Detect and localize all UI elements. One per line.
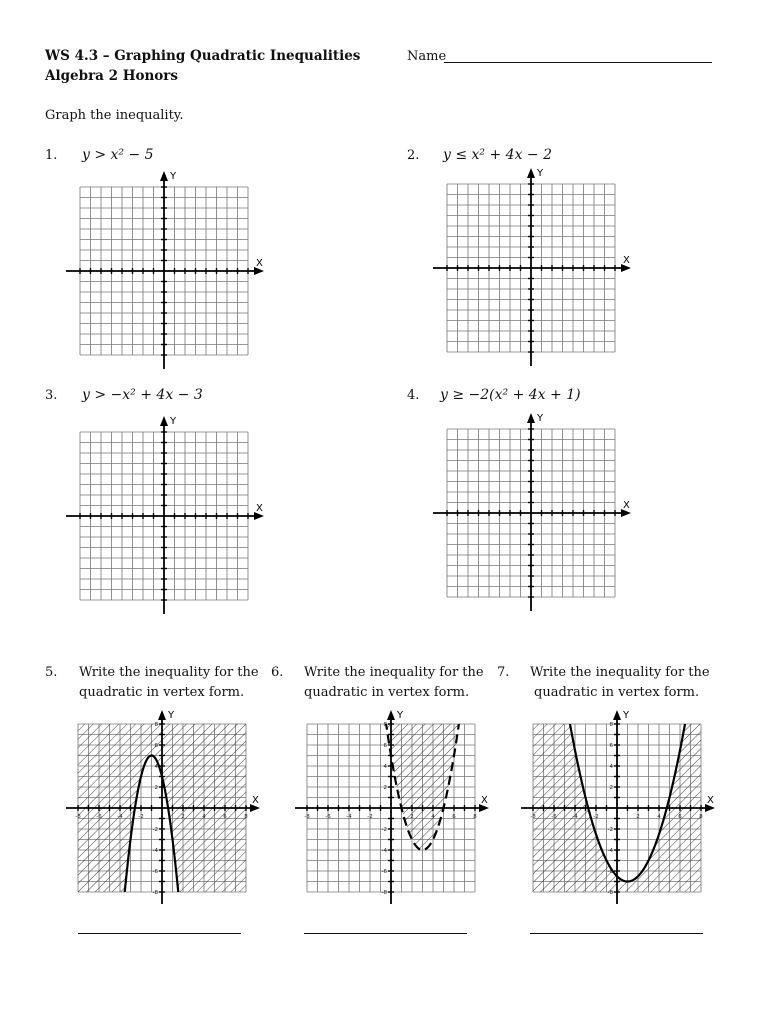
- x-tick-label: -4: [346, 814, 352, 820]
- y-tick-label: 8: [609, 722, 613, 728]
- y-axis-label: Y: [397, 710, 404, 721]
- x-tick-label: -2: [593, 814, 599, 820]
- x-tick-label: -6: [551, 814, 557, 820]
- graph-grid-3[interactable]: [62, 415, 267, 620]
- axes: [433, 413, 631, 611]
- answer-line-5[interactable]: [78, 933, 241, 934]
- course-subtitle: Algebra 2 Honors: [45, 68, 179, 84]
- x-tick-label: 6: [452, 814, 456, 820]
- x-tick-label: -6: [96, 814, 102, 820]
- x-tick-label: 2: [181, 814, 185, 820]
- x-tick-label: 2: [410, 814, 414, 820]
- y-axis-arrow-icon: [387, 710, 395, 720]
- axes: [66, 416, 264, 614]
- x-axis-label: X: [252, 795, 259, 806]
- x-tick-label: 4: [431, 814, 435, 820]
- y-tick-label: 2: [154, 785, 158, 791]
- problem-2-inequality: y ≤ x² + 4x − 2: [443, 147, 553, 163]
- y-tick-label: 2: [609, 785, 613, 791]
- parabola-graph-6: [292, 704, 497, 914]
- x-tick-label: -2: [138, 814, 144, 820]
- x-tick-label: 8: [699, 814, 703, 820]
- y-axis-label: Y: [537, 168, 544, 179]
- graph-grid-1[interactable]: [62, 170, 267, 375]
- axes: [66, 171, 264, 369]
- x-tick-label: 4: [202, 814, 206, 820]
- y-tick-label: 4: [609, 764, 613, 770]
- x-tick-label: -6: [325, 814, 331, 820]
- problem-1-number: 1.: [45, 148, 58, 163]
- y-tick-label: 6: [154, 743, 158, 749]
- y-axis-arrow-icon: [158, 710, 166, 720]
- y-axis-label: Y: [537, 413, 544, 424]
- x-tick-label: 8: [473, 814, 477, 820]
- y-tick-label: -6: [381, 869, 387, 875]
- y-tick-label: 4: [154, 764, 158, 770]
- problem-3-inequality: y > −x² + 4x − 3: [82, 387, 203, 403]
- name-field[interactable]: [444, 62, 712, 63]
- y-tick-label: 8: [154, 722, 158, 728]
- x-axis-label: X: [256, 503, 263, 514]
- problem-6-prompt-line2: quadratic in vertex form.: [304, 685, 470, 700]
- y-axis-label: Y: [170, 171, 177, 182]
- y-tick-label: -4: [607, 848, 613, 854]
- problem-2-number: 2.: [407, 148, 420, 163]
- x-axis-label: X: [707, 795, 714, 806]
- problem-3-number: 3.: [45, 388, 58, 403]
- y-tick-label: -2: [607, 827, 613, 833]
- instruction-text: Graph the inequality.: [45, 108, 184, 123]
- y-tick-label: -4: [152, 848, 158, 854]
- answer-line-6[interactable]: [304, 933, 467, 934]
- problem-4-inequality: y ≥ −2(x² + 4x + 1): [440, 387, 581, 403]
- problem-5-prompt-line2: quadratic in vertex form.: [79, 685, 245, 700]
- y-tick-label: -2: [381, 827, 387, 833]
- y-axis-arrow-icon: [160, 171, 168, 181]
- y-tick-label: -4: [381, 848, 387, 854]
- x-axis-label: X: [623, 255, 630, 266]
- name-label: Name: [407, 49, 447, 64]
- y-tick-label: 6: [383, 743, 387, 749]
- problem-1-inequality: y > x² − 5: [82, 147, 154, 163]
- parabola-graph-7: [516, 704, 721, 914]
- problem-6-prompt-line1: Write the inequality for the: [304, 665, 484, 680]
- y-tick-label: -8: [381, 890, 387, 896]
- problem-7-prompt-line1: Write the inequality for the: [530, 665, 710, 680]
- y-tick-label: -8: [607, 890, 613, 896]
- y-axis-label: Y: [168, 710, 175, 721]
- y-axis-arrow-icon: [613, 710, 621, 720]
- axes: [433, 168, 631, 366]
- x-tick-label: -8: [75, 814, 81, 820]
- x-tick-label: 6: [678, 814, 682, 820]
- problem-4-number: 4.: [407, 388, 420, 403]
- y-tick-label: 8: [383, 722, 387, 728]
- x-tick-label: 6: [223, 814, 227, 820]
- y-tick-label: -6: [152, 869, 158, 875]
- y-axis-arrow-icon: [527, 413, 535, 423]
- x-axis-label: X: [256, 258, 263, 269]
- graph-grid-4[interactable]: [430, 412, 635, 617]
- x-tick-label: 8: [244, 814, 248, 820]
- y-axis-arrow-icon: [527, 168, 535, 178]
- x-tick-label: -2: [367, 814, 373, 820]
- y-tick-label: 6: [609, 743, 613, 749]
- x-tick-label: 2: [636, 814, 640, 820]
- y-axis-label: Y: [170, 416, 177, 427]
- parabola-graph-5: [62, 704, 267, 914]
- x-tick-label: -4: [572, 814, 578, 820]
- x-tick-label: -8: [530, 814, 536, 820]
- problem-7-prompt-line2: quadratic in vertex form.: [534, 685, 700, 700]
- y-tick-label: 2: [383, 785, 387, 791]
- problem-7-number: 7.: [497, 665, 510, 680]
- x-tick-label: -8: [304, 814, 310, 820]
- worksheet-title: WS 4.3 – Graphing Quadratic Inequalities: [45, 48, 361, 64]
- x-axis-label: X: [623, 500, 630, 511]
- y-tick-label: -8: [152, 890, 158, 896]
- y-tick-label: -2: [152, 827, 158, 833]
- problem-5-number: 5.: [45, 665, 58, 680]
- problem-6-number: 6.: [271, 665, 284, 680]
- problem-5-prompt-line1: Write the inequality for the: [79, 665, 259, 680]
- y-axis-arrow-icon: [160, 416, 168, 426]
- x-axis-label: X: [481, 795, 488, 806]
- answer-line-7[interactable]: [530, 933, 703, 934]
- graph-grid-2[interactable]: [430, 168, 635, 373]
- x-tick-label: 4: [657, 814, 661, 820]
- y-tick-label: 4: [383, 764, 387, 770]
- y-axis-label: Y: [623, 710, 630, 721]
- y-tick-label: -6: [607, 869, 613, 875]
- x-tick-label: -4: [117, 814, 123, 820]
